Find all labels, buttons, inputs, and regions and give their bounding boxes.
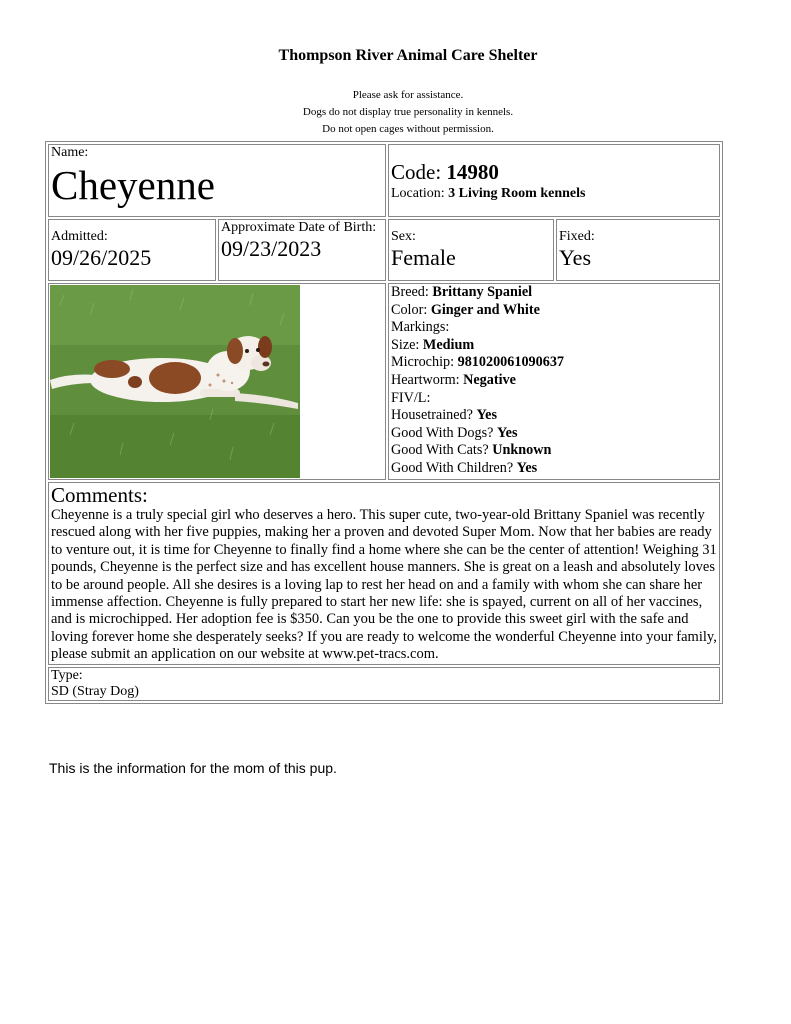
sex-label: Sex:: [391, 229, 416, 244]
dog-illustration: [50, 285, 300, 478]
comments-heading: Comments:: [51, 483, 148, 507]
dob-value: 09/23/2023: [221, 236, 322, 261]
comments-cell: [48, 482, 720, 665]
attr-microchip: Microchip: 981020061090637: [391, 354, 564, 371]
attr-good-with-dogs: Good With Dogs? Yes: [391, 424, 518, 441]
code-line: [391, 159, 717, 185]
fixed-label: Fixed:: [559, 229, 595, 244]
shelter-title: Thompson River Animal Care Shelter: [278, 47, 538, 64]
type-cell: [48, 667, 720, 701]
sex-cell: [388, 219, 554, 281]
attr-size: Size: Medium: [391, 336, 475, 353]
animal-name: Cheyenne: [51, 162, 215, 208]
location-value: 3 Living Room kennels: [448, 186, 586, 201]
attr-breed: Breed: Brittany Spaniel: [391, 284, 533, 300]
type-value: SD (Stray Dog): [51, 683, 139, 699]
code-label: Code:: [391, 160, 442, 184]
code-cell: [388, 144, 720, 217]
note-line: Do not open cages without permission.: [322, 123, 494, 135]
comments-text: Cheyenne is a truly special girl who deserves a hero. This super cute, two-year-old Brittany Spaniel was recently rescued along with her five puppies, making her a proven and devoted Super Mom. Now that her babies are ready to venture out, it is time for Cheyenne to finally find a home where she can be the center of attention! Weighing 31 pounds, Cheyenne is the perfect size and has excellent house manners. She is great on a leash and absolutely loves to be around people. All she desires is a loving lap to rest her head on and a family with whom she can share her immense affection. Cheyenne is fully prepared to start her new life: she is spayed, current on all of her vaccines, and is microchipped. Her adoption fee is $350. Can you be the one to provide this sweet girl with the safe and loving forever home she desperately seeks? If you are ready to welcome the wonderful Cheyenne into your family, please submit an application on our website at www.pet-tracs.com.: [51, 507, 717, 663]
photo-cell: [48, 283, 386, 480]
shelter-notes: [0, 87, 791, 138]
sex-value: Female: [391, 245, 456, 270]
attributes-list: [391, 284, 717, 478]
location-line: [391, 185, 717, 202]
attr-color: Color: Ginger and White: [391, 301, 540, 318]
note-line: Dogs do not display true personality in kennels.: [302, 106, 514, 118]
type-label: Type:: [51, 667, 83, 683]
admitted-value: 09/26/2025: [51, 245, 152, 270]
attr-housetrained: Housetrained? Yes: [391, 407, 497, 424]
admitted-cell: [48, 219, 216, 281]
name-cell: [48, 144, 386, 217]
admitted-label: Admitted:: [51, 229, 108, 244]
attr-good-with-children: Good With Children? Yes: [391, 459, 538, 476]
location-label: Location:: [391, 186, 445, 201]
fixed-value: Yes: [559, 245, 592, 270]
attr-good-with-cats: Good With Cats? Unknown: [391, 442, 552, 459]
attributes-cell: [388, 283, 720, 480]
dob-cell: [218, 219, 386, 281]
fixed-cell: [556, 219, 720, 281]
footnote: This is the information for the mom of this pup.: [49, 760, 337, 776]
attr-markings: Markings:: [391, 319, 450, 336]
attr-heartworm: Heartworm: Negative: [391, 371, 516, 388]
dog-photo: [50, 285, 300, 478]
name-label: Name:: [51, 145, 89, 160]
animal-info-table: [45, 141, 723, 704]
dob-label: Approximate Date of Birth:: [221, 220, 377, 235]
attr-fivl: FIV/L:: [391, 389, 431, 406]
code-value: 14980: [446, 160, 499, 184]
note-line: Please ask for assistance.: [352, 89, 464, 101]
